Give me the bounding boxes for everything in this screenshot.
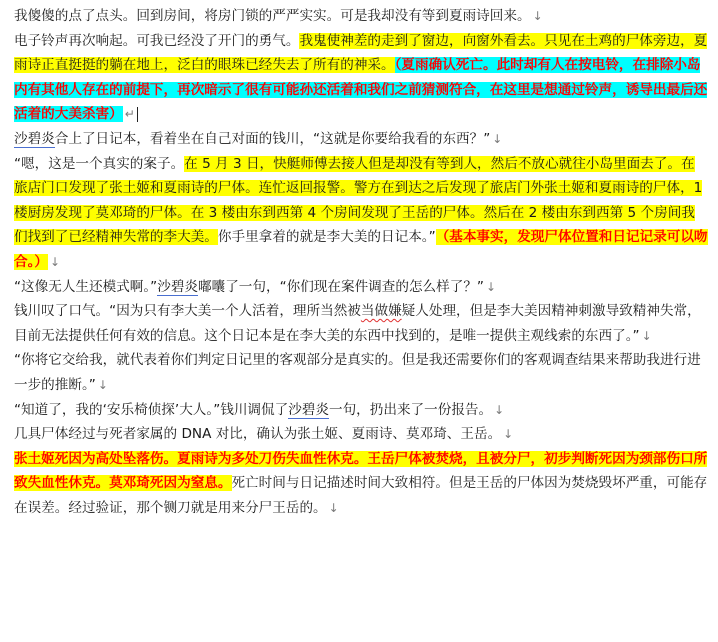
paragraph-6[interactable] <box>14 299 708 348</box>
text-run: 我傻傻的点了点头。回到房间，将房门锁的严严实实。可是我却没有等到夏雨诗回来。 <box>14 8 531 24</box>
paragraph-mark-icon: ↓ <box>503 427 514 442</box>
paragraph-10[interactable] <box>14 447 708 521</box>
paragraph-2[interactable] <box>14 29 708 127</box>
paragraph-3[interactable] <box>14 127 708 152</box>
highlighted-text: 在 5 月 3 日，快艇师傅去接人但是却没有等到人，然后不放心就往小岛里面去了。在旅店门口发现了张土姬和夏雨诗的尸体。连忙返回报警。警方在到达之后发现了旅店门外张土姬和夏雨诗的尸体，1 楼厨房发现了莫邓琦的尸体。在 3 楼由东到西第 4 个房间发现了王岳的尸体。然后在 2 楼由东到西第 5 个房间我们找到了已经精神失常的李大美。 <box>14 155 703 246</box>
text-run: “嗯，这是一个真实的案子。 <box>14 155 185 172</box>
text-run: 电子铃声再次响起。可我已经没了开门的勇气。 <box>14 32 300 49</box>
underlined-name: 沙碧炎 <box>14 130 55 147</box>
text-run: 一句，扔出来了一份报告。 <box>329 401 493 418</box>
text-run: 合上了日记本，看着坐在自己对面的钱川，“这就是你要给我看的东西？” <box>54 130 491 147</box>
paragraph-mark-icon: ↓ <box>328 500 339 515</box>
text-run: 钱川叹了口气。“因为只有李大美一个人活着，理所当然被 <box>14 303 361 320</box>
paragraph-mark-icon: ↓ <box>49 254 61 269</box>
text-run: “这像无人生还模式啊。” <box>14 278 158 295</box>
paragraph-mark-icon: ↓ <box>97 377 108 392</box>
text-run: 嘟囔了一句，“你们现在案件调查的怎么样了？” <box>198 278 484 295</box>
paragraph-5[interactable] <box>14 275 708 300</box>
text-run: 疑人处理，但是李大美因精神刺激导致精神失常，目前无法提供任何有效的信息。这个日记本是在李大美的东西中找到的，是唯一提供主观线索的东西了。” <box>14 303 701 344</box>
paragraph-mark-icon: ↓ <box>532 9 543 23</box>
highlighted-text: 我鬼使神差的走到了窗边，向窗外看去。只见在土鸡的尸体旁边，夏雨诗正直挺挺的躺在地上，泛白的眼珠已经失去了所有的神采。 <box>14 32 708 74</box>
paragraph-4[interactable] <box>14 152 708 275</box>
paragraph-mark-icon: ↓ <box>485 279 497 294</box>
paragraph-8[interactable] <box>14 398 708 423</box>
paragraph-mark-icon: ↓ <box>492 131 503 146</box>
text-run: 几具尸体经过与死者家属的 DNA 对比，确认为张土姬、夏雨诗、莫邓琦、王岳。 <box>14 426 502 443</box>
paragraph-9[interactable] <box>14 422 708 447</box>
paragraph-mark-icon: ↓ <box>494 402 505 417</box>
text-run: 死亡时间与日记描述时间大致相符。但是王岳的尸体因为焚烧毁坏严重，可能存在误差。经过验证，那个铡刀就是用来分尸王岳的。 <box>14 475 708 516</box>
red-annotation: （基本事实，发现尸体位置和日记记录可以吻合。） <box>14 229 708 270</box>
underlined-name: 沙碧炎 <box>288 401 329 418</box>
text-run: 你手里拿着的就是李大美的日记本。” <box>217 229 436 246</box>
text-run: “你将它交给我，就代表着你们判定日记里的客观部分是真实的。但是我还需要你们的客观调查结果来帮助我进行进一步的推断。” <box>14 352 701 393</box>
red-annotation: 张土姬死因为高处坠落伤。夏雨诗为多处刀伤失血性休克。王岳尸体被焚烧，且被分尸，初步判断死因为颈部伤口所致失血性休克。莫邓琦死因为窒息。 <box>14 450 708 492</box>
paragraph-mark-icon: ↓ <box>641 328 652 343</box>
paragraph-7[interactable] <box>14 348 708 397</box>
underlined-name: 沙碧炎 <box>157 278 199 295</box>
cyan-highlighted-note: （夏雨确认死亡。此时却有人在按电铃，在排除小岛内有其他人存在的前提下，再次暗示了很有可能孙还活着和我们之前猜测符合，在这里是想通过铃声，诱导出最后还活着的大美杀害） <box>14 57 708 123</box>
paragraph-1[interactable] <box>14 4 708 29</box>
spellcheck-underlined-text: 当做嫌 <box>360 303 402 320</box>
text-run: “知道了，我的‘安乐椅侦探’大人。”钱川调侃了 <box>14 401 289 418</box>
text-cursor <box>137 107 138 122</box>
paragraph-mark-icon: ↵ <box>124 107 135 122</box>
